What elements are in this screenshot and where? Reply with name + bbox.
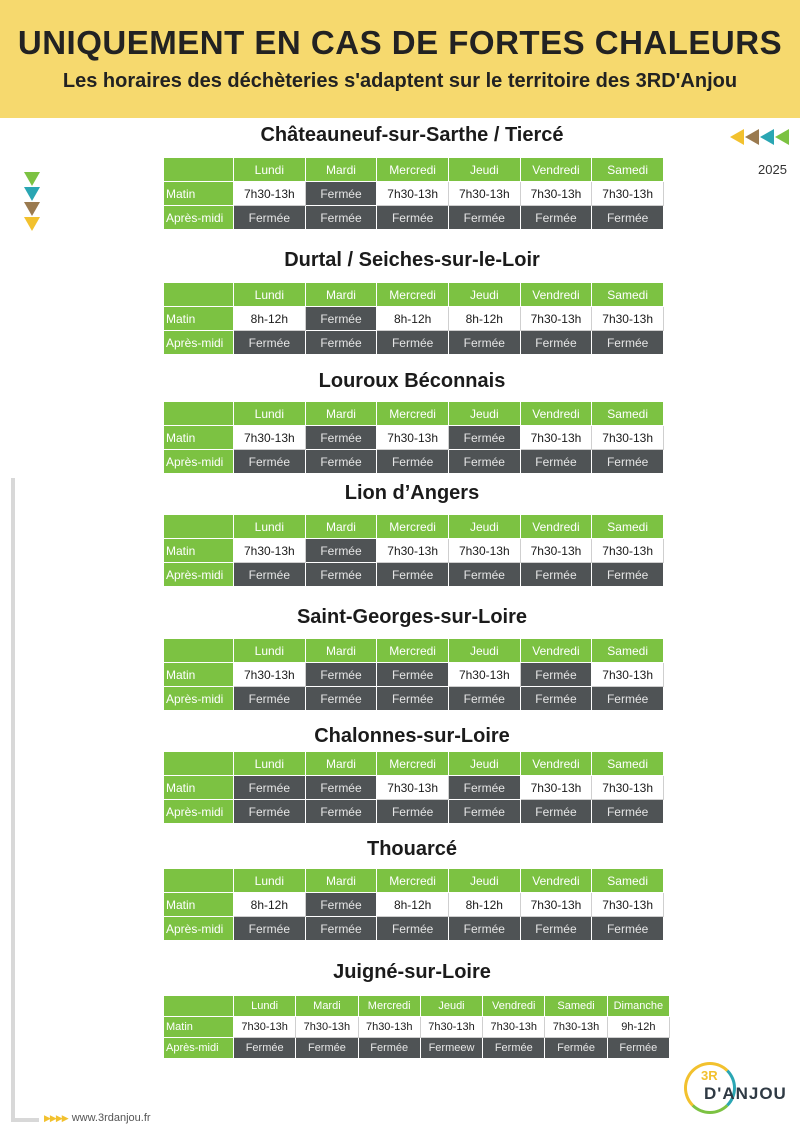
triangle-down-icon [24,187,40,201]
hours-cell: Fermée [520,331,592,355]
row-label: Matin [164,663,234,687]
triangle-down-icon [24,202,40,216]
table-corner-cell [164,283,234,307]
schedule-table [163,995,670,1059]
day-header: Vendredi [520,283,592,307]
hours-cell: Fermée [305,893,377,917]
row-label: Après-midi [164,1038,234,1059]
hours-cell: 7h30-13h [377,539,449,563]
hours-cell: Fermée [520,206,592,230]
day-header: Vendredi [520,752,592,776]
hours-cell: Fermée [448,206,520,230]
hours-cell: Fermée [358,1038,420,1059]
hours-cell: Fermée [305,539,377,563]
triangle-left-icon [745,129,759,145]
header-banner [0,0,800,118]
schedule-table [163,514,664,587]
triangle-down-icon [24,217,40,231]
hours-cell: Fermée [592,687,664,711]
hours-cell: Fermée [448,450,520,474]
table-header-row [164,402,664,426]
hours-cell: Fermée [305,426,377,450]
day-header: Lundi [234,402,306,426]
day-header: Jeudi [448,752,520,776]
hours-cell: Fermée [448,426,520,450]
day-header: Vendredi [520,515,592,539]
hours-cell: Fermée [234,1038,296,1059]
hours-cell: 7h30-13h [520,307,592,331]
table-corner-cell [164,639,234,663]
hours-cell: 7h30-13h [234,426,306,450]
decorative-arrows-down [24,172,40,231]
day-header: Jeudi [448,639,520,663]
row-label: Matin [164,307,234,331]
row-label: Matin [164,426,234,450]
day-header: Vendredi [483,996,545,1017]
table-header-row [164,869,664,893]
hours-cell: 8h-12h [377,893,449,917]
hours-cell: Fermée [545,1038,607,1059]
day-header: Mardi [305,515,377,539]
day-header: Samedi [592,752,664,776]
hours-cell: 7h30-13h [377,426,449,450]
hours-cell: 7h30-13h [545,1017,607,1038]
hours-cell: Fermée [520,450,592,474]
arrows-right-icon: ▶▶▶▶ [44,1112,68,1123]
afternoon-row [164,1038,670,1059]
site-title: Juigné-sur-Loire [333,961,491,983]
day-header: Vendredi [520,869,592,893]
hours-cell: Fermée [448,776,520,800]
schedule-table [163,282,664,355]
morning-row [164,663,664,687]
hours-cell: Fermée [234,687,306,711]
row-label: Après-midi [164,450,234,474]
day-header: Jeudi [448,158,520,182]
hours-cell: Fermée [592,206,664,230]
day-header: Vendredi [520,639,592,663]
hours-cell: 7h30-13h [592,539,664,563]
hours-cell: Fermée [483,1038,545,1059]
schedule-table [163,868,664,941]
day-header: Vendredi [520,402,592,426]
row-label: Après-midi [164,800,234,824]
hours-cell: Fermée [592,563,664,587]
hours-cell: 7h30-13h [520,182,592,206]
hours-cell: Fermée [305,206,377,230]
triangle-left-icon [775,129,789,145]
schedule-table [163,638,664,711]
logo-text: D'ANJOU [704,1084,787,1103]
hours-cell: 8h-12h [377,307,449,331]
hours-cell: Fermée [305,776,377,800]
triangle-down-icon [24,172,40,186]
row-label: Après-midi [164,206,234,230]
triangle-left-icon [730,129,744,145]
hours-cell: Fermée [377,206,449,230]
decorative-side-line [11,478,15,1120]
hours-cell: Fermée [448,331,520,355]
page-subtitle: Les horaires des déchèteries s'adaptent sur le territoire des 3RD'Anjou [62,70,738,92]
hours-cell: Fermée [305,663,377,687]
day-header: Mardi [296,996,358,1017]
hours-cell: 7h30-13h [234,182,306,206]
hours-cell: 9h-12h [607,1017,669,1038]
decorative-arrows-left [730,129,789,145]
day-header: Mercredi [377,639,449,663]
hours-cell: 7h30-13h [520,426,592,450]
table-corner-cell [164,869,234,893]
table-corner-cell [164,515,234,539]
hours-cell: 7h30-13h [448,663,520,687]
afternoon-row [164,206,664,230]
logo-mark: 3R [701,1068,718,1083]
hours-cell: Fermée [305,917,377,941]
afternoon-row [164,917,664,941]
day-header: Mercredi [377,158,449,182]
hours-cell: Fermée [305,800,377,824]
hours-cell: Fermée [305,563,377,587]
afternoon-row [164,800,664,824]
day-header: Dimanche [607,996,669,1017]
row-label: Matin [164,893,234,917]
afternoon-row [164,687,664,711]
hours-cell: 7h30-13h [520,776,592,800]
morning-row [164,893,664,917]
row-label: Matin [164,776,234,800]
day-header: Mercredi [377,869,449,893]
table-corner-cell [164,996,234,1017]
day-header: Mardi [305,639,377,663]
day-header: Jeudi [448,283,520,307]
hours-cell: Fermeew [420,1038,482,1059]
hours-cell: 7h30-13h [592,893,664,917]
hours-cell: Fermée [448,563,520,587]
hours-cell: Fermée [607,1038,669,1059]
hours-cell: 7h30-13h [377,776,449,800]
hours-cell: 7h30-13h [448,182,520,206]
hours-cell: Fermée [296,1038,358,1059]
hours-cell: Fermée [234,776,306,800]
day-header: Jeudi [448,402,520,426]
day-header: Samedi [592,515,664,539]
day-header: Jeudi [448,515,520,539]
hours-cell: 7h30-13h [420,1017,482,1038]
day-header: Jeudi [420,996,482,1017]
day-header: Mercredi [377,283,449,307]
row-label: Après-midi [164,331,234,355]
hours-cell: 7h30-13h [377,182,449,206]
day-header: Mercredi [377,752,449,776]
hours-cell: Fermée [234,563,306,587]
morning-row [164,307,664,331]
hours-cell: Fermée [448,917,520,941]
hours-cell: 7h30-13h [234,539,306,563]
table-corner-cell [164,402,234,426]
hours-cell: Fermée [234,331,306,355]
hours-cell: Fermée [377,331,449,355]
table-header-row [164,996,670,1017]
hours-cell: 7h30-13h [592,182,664,206]
hours-cell: 7h30-13h [592,426,664,450]
hours-cell: Fermée [377,917,449,941]
hours-cell: Fermée [448,687,520,711]
day-header: Samedi [592,283,664,307]
morning-row [164,426,664,450]
day-header: Samedi [592,639,664,663]
day-header: Lundi [234,996,296,1017]
hours-cell: 7h30-13h [483,1017,545,1038]
table-corner-cell [164,752,234,776]
hours-cell: Fermée [234,800,306,824]
day-header: Lundi [234,639,306,663]
day-header: Lundi [234,283,306,307]
site-title: Châteauneuf-sur-Sarthe / Tiercé [260,124,564,146]
day-header: Samedi [545,996,607,1017]
hours-cell: 7h30-13h [592,307,664,331]
site-title: Chalonnes-sur-Loire [314,725,510,747]
table-header-row [164,158,664,182]
day-header: Samedi [592,869,664,893]
morning-row [164,539,664,563]
hours-cell: Fermée [377,563,449,587]
logo-3rdanjou [684,1062,787,1116]
hours-cell: Fermée [377,800,449,824]
day-header: Lundi [234,752,306,776]
site-title: Lion d’Angers [344,482,480,504]
schedule-table [163,401,664,474]
afternoon-row [164,450,664,474]
hours-cell: Fermée [377,687,449,711]
site-title: Durtal / Seiches-sur-le-Loir [284,249,540,271]
schedule-table [163,751,664,824]
hours-cell: Fermée [592,450,664,474]
hours-cell: 7h30-13h [592,663,664,687]
row-label: Après-midi [164,563,234,587]
table-header-row [164,639,664,663]
hours-cell: Fermée [234,206,306,230]
table-corner-cell [164,158,234,182]
hours-cell: 8h-12h [448,893,520,917]
day-header: Vendredi [520,158,592,182]
day-header: Lundi [234,158,306,182]
hours-cell: Fermée [520,687,592,711]
day-header: Samedi [592,402,664,426]
hours-cell: Fermée [448,800,520,824]
day-header: Mercredi [377,402,449,426]
hours-cell: Fermée [377,450,449,474]
footer-url[interactable]: www.3rdanjou.fr [71,1112,151,1124]
day-header: Mercredi [358,996,420,1017]
hours-cell: Fermée [520,663,592,687]
row-label: Après-midi [164,917,234,941]
afternoon-row [164,563,664,587]
row-label: Matin [164,182,234,206]
day-header: Samedi [592,158,664,182]
day-header: Mardi [305,158,377,182]
site-title: Saint-Georges-sur-Loire [296,606,528,628]
hours-cell: Fermée [592,800,664,824]
morning-row [164,776,664,800]
day-header: Mardi [305,869,377,893]
row-label: Après-midi [164,687,234,711]
hours-cell: Fermée [305,450,377,474]
row-label: Matin [164,1017,234,1038]
year-label: 2025 [758,162,787,177]
day-header: Mardi [305,752,377,776]
morning-row [164,182,664,206]
day-header: Mardi [305,402,377,426]
day-header: Mardi [305,283,377,307]
table-header-row [164,752,664,776]
hours-cell: 8h-12h [234,893,306,917]
day-header: Jeudi [448,869,520,893]
hours-cell: Fermée [305,182,377,206]
morning-row [164,1017,670,1038]
footer [44,1112,151,1124]
hours-cell: Fermée [234,450,306,474]
table-header-row [164,515,664,539]
hours-cell: Fermée [305,331,377,355]
hours-cell: 7h30-13h [358,1017,420,1038]
hours-cell: 7h30-13h [234,1017,296,1038]
hours-cell: Fermée [305,307,377,331]
hours-cell: Fermée [377,663,449,687]
triangle-left-icon [760,129,774,145]
day-header: Mercredi [377,515,449,539]
hours-cell: Fermée [520,563,592,587]
site-title: Louroux Béconnais [318,370,506,392]
hours-cell: Fermée [592,917,664,941]
table-header-row [164,283,664,307]
hours-cell: 7h30-13h [520,893,592,917]
day-header: Lundi [234,869,306,893]
hours-cell: 7h30-13h [234,663,306,687]
afternoon-row [164,331,664,355]
row-label: Matin [164,539,234,563]
hours-cell: Fermée [234,917,306,941]
decorative-side-line [11,1118,39,1122]
hours-cell: Fermée [305,687,377,711]
hours-cell: 7h30-13h [448,539,520,563]
schedule-table [163,157,664,230]
hours-cell: 8h-12h [234,307,306,331]
hours-cell: 7h30-13h [520,539,592,563]
hours-cell: 7h30-13h [296,1017,358,1038]
hours-cell: Fermée [520,917,592,941]
hours-cell: 8h-12h [448,307,520,331]
day-header: Lundi [234,515,306,539]
site-title: Thouarcé [366,838,458,860]
hours-cell: 7h30-13h [592,776,664,800]
page-title: UNIQUEMENT EN CAS DE FORTES CHALEURS [17,24,783,61]
hours-cell: Fermée [592,331,664,355]
hours-cell: Fermée [520,800,592,824]
